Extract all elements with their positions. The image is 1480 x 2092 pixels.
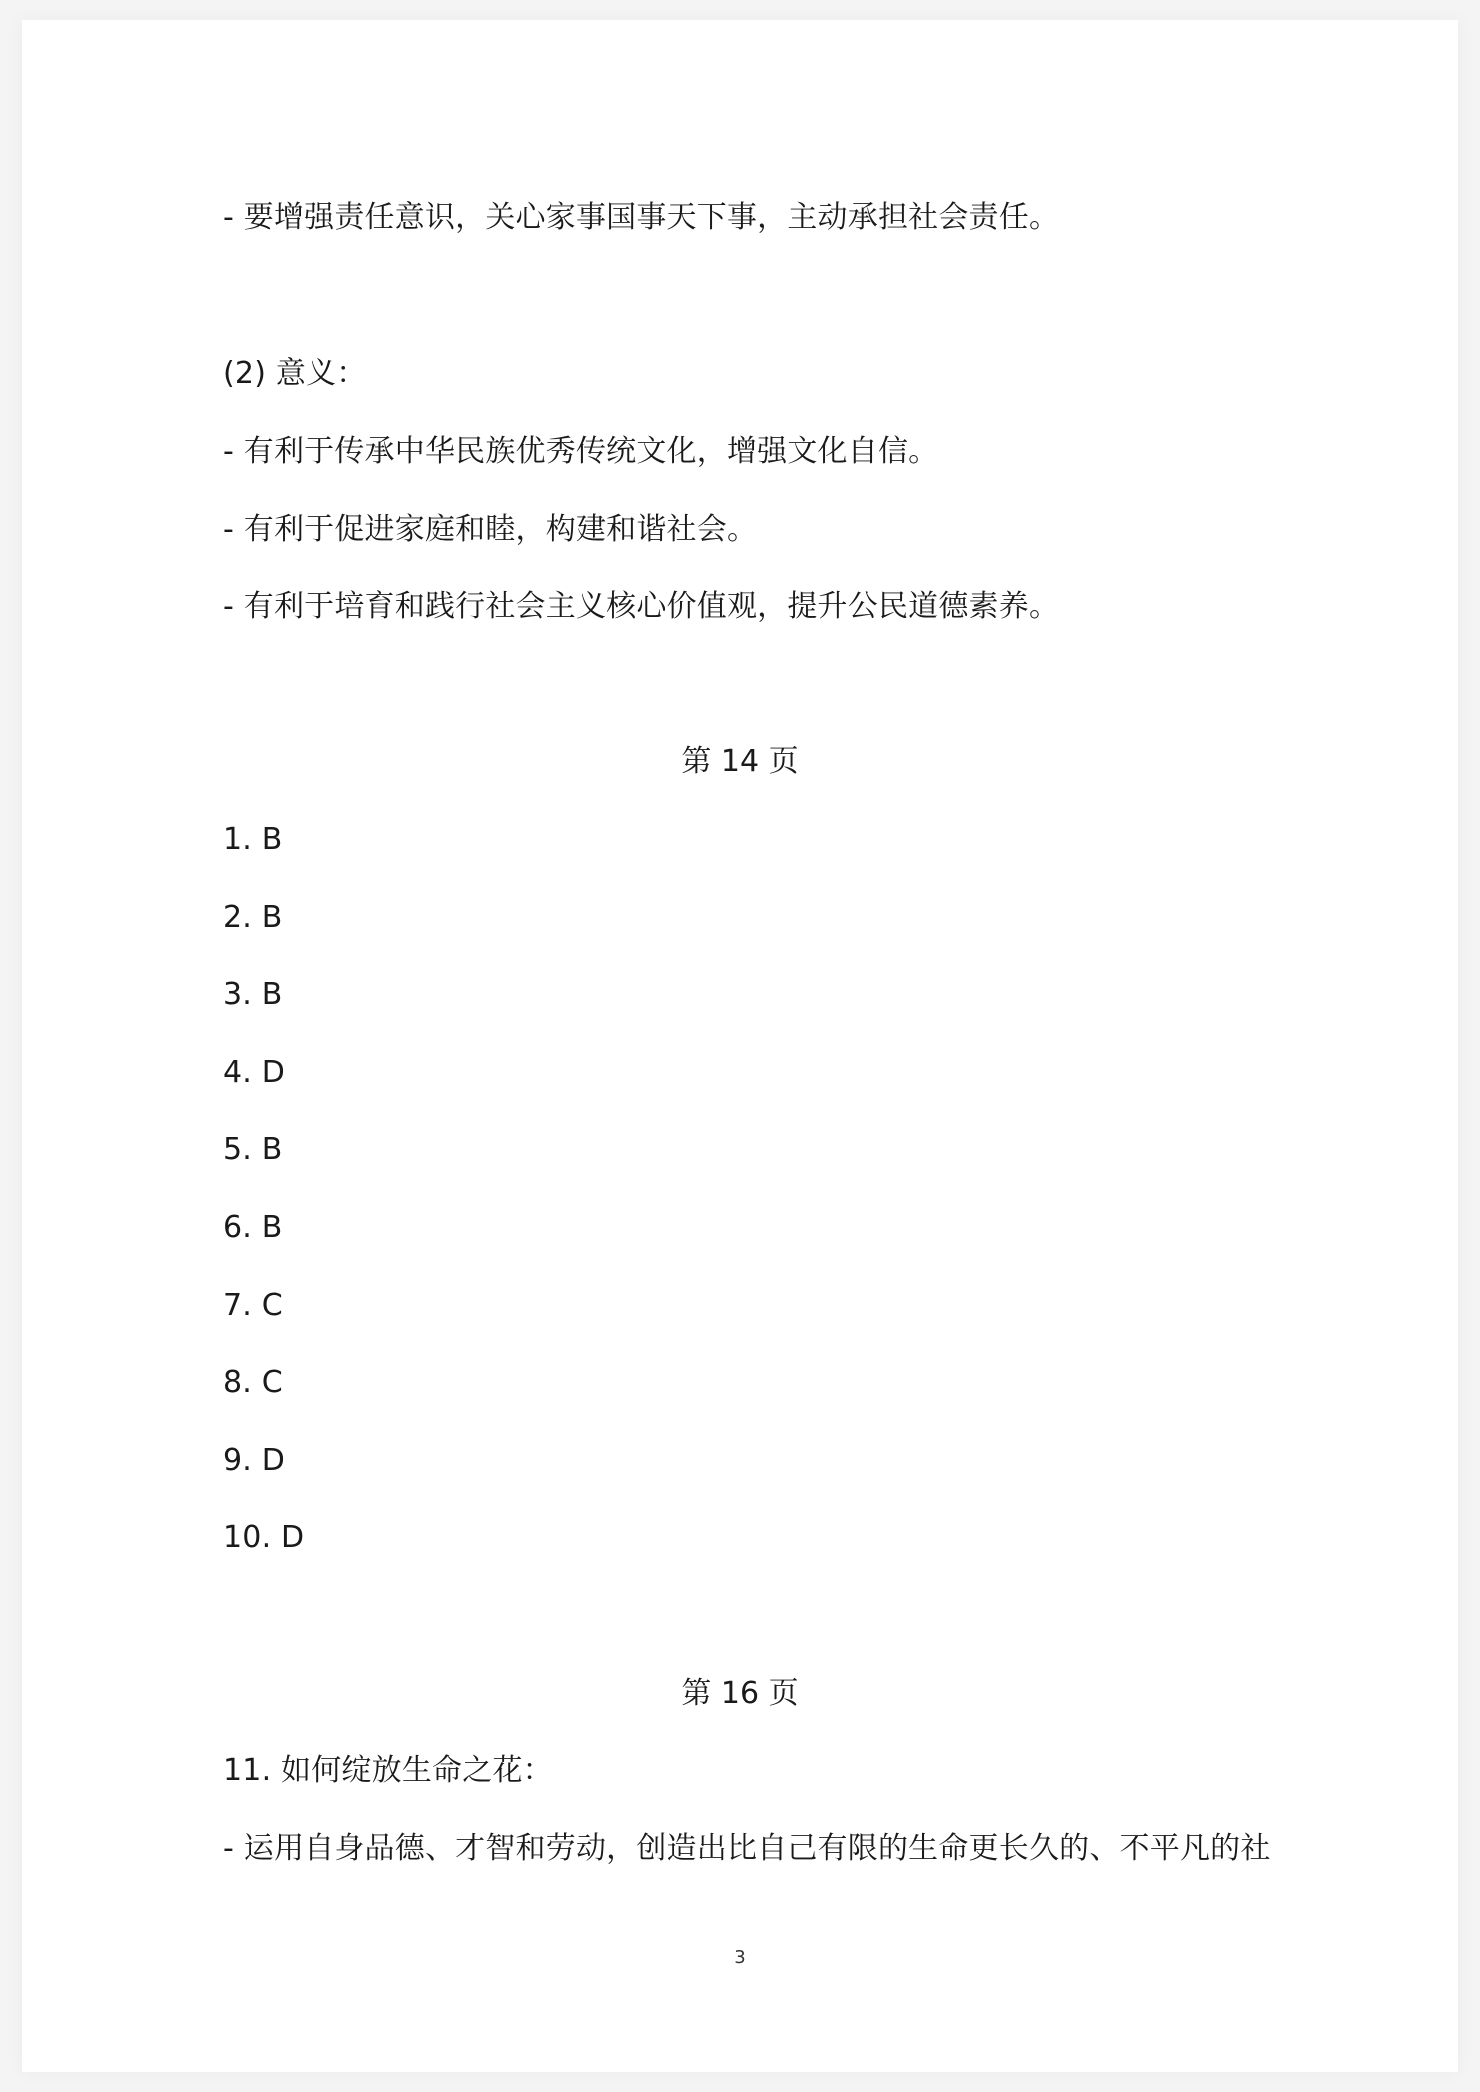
answer-6: 6. B (223, 1210, 283, 1245)
answer-9: 9. D (223, 1443, 286, 1478)
page-number: 3 (734, 1947, 746, 1968)
page-16-title: 第 16 页 (681, 1676, 799, 1711)
answer-3: 3. B (223, 977, 283, 1012)
page-14-title: 第 14 页 (681, 744, 799, 779)
answer-2: 2. B (223, 900, 283, 935)
section-heading-significance: (2) 意义： (223, 356, 367, 391)
significance-bullet-1: - 有利于传承中华民族优秀传统文化，增强文化自信。 (223, 434, 939, 469)
answer-10: 10. D (223, 1520, 305, 1555)
answer-1: 1. B (223, 822, 283, 857)
answer-8: 8. C (223, 1365, 283, 1400)
answer-5: 5. B (223, 1132, 283, 1167)
answer-7: 7. C (223, 1288, 283, 1323)
answer-4: 4. D (223, 1055, 286, 1090)
significance-bullet-3: - 有利于培育和践行社会主义核心价值观，提升公民道德素养。 (223, 589, 1060, 624)
significance-bullet-2: - 有利于促进家庭和睦，构建和谐社会。 (223, 512, 758, 547)
bullet-responsibility: - 要增强责任意识，关心家事国事天下事，主动承担社会责任。 (223, 200, 1060, 235)
question-11: 11. 如何绽放生命之花： (223, 1753, 553, 1788)
question-11-bullet-1: - 运用自身品德、才智和劳动，创造出比自己有限的生命更长久的、不平凡的社 (223, 1831, 1271, 1866)
